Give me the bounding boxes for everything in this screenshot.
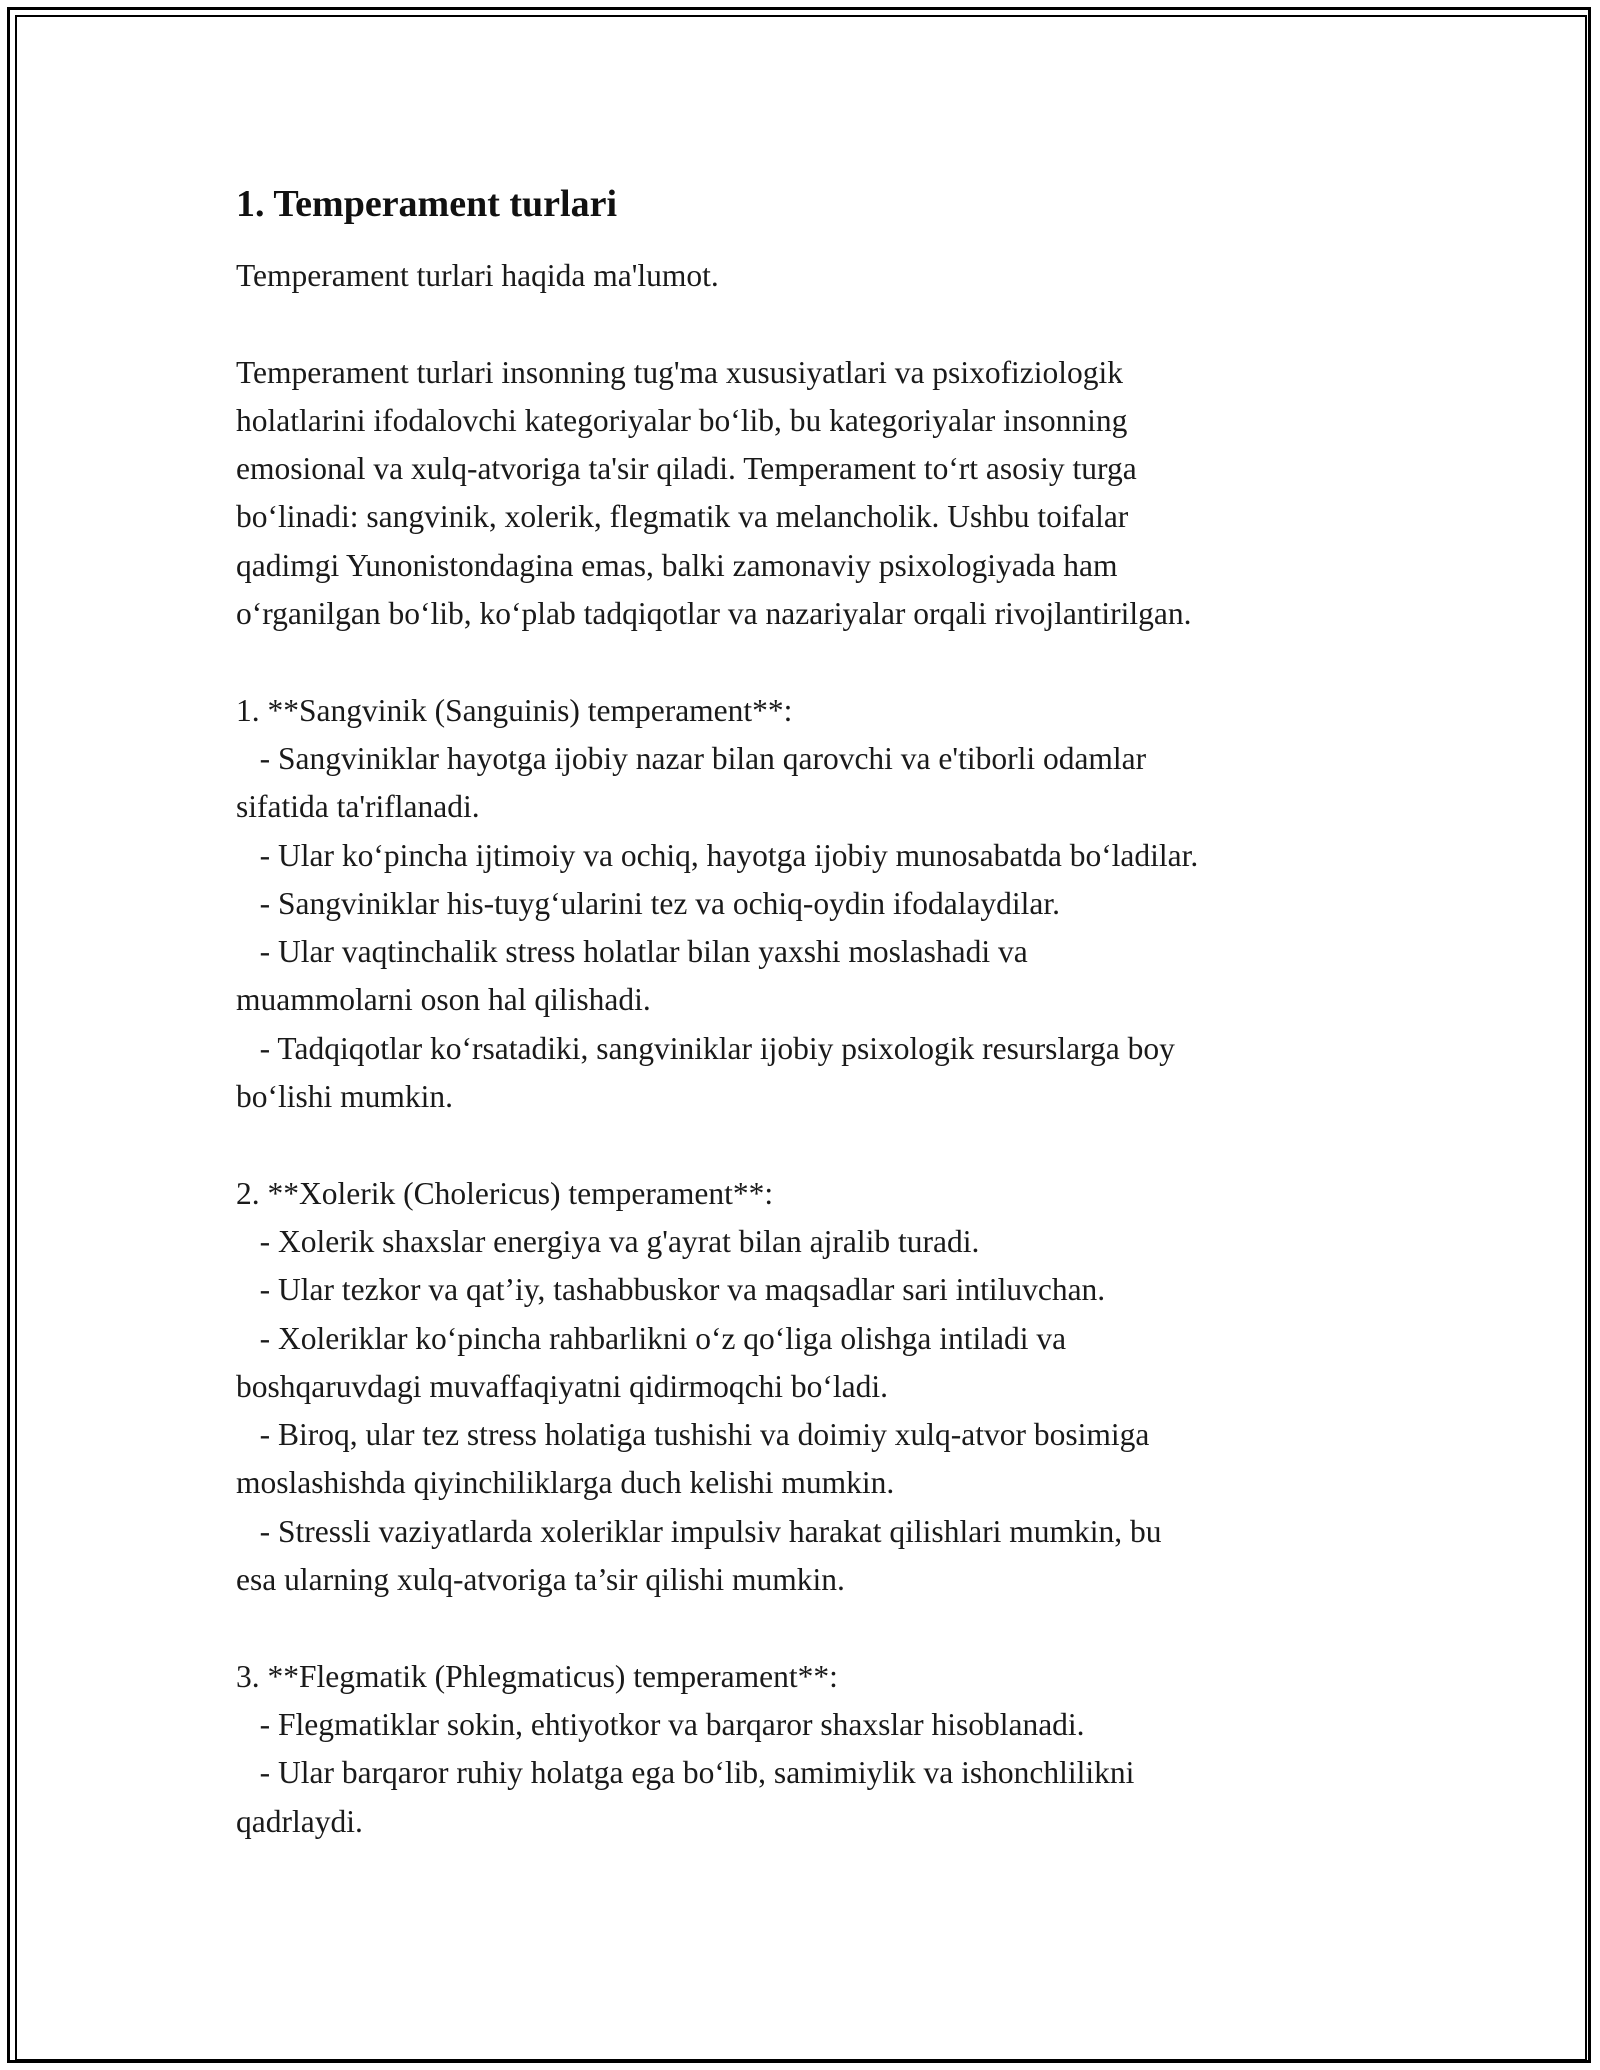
intro-paragraph: Temperament turlari insonning tug'ma xususiyatlari va psixofiziologik holatlarini ifodalovchi kategoriyalar bo‘lib, bu kategoriyalar insonning emosional va xulq-atvoriga ta'sir qiladi. Temperament to‘rt asosiy turga bo‘linadi: sangvinik, xolerik, flegmatik va melancholik. Ushbu toifalar qadimgi Yunonistondagina emas, balki zamonaviy psixologiyada ham o‘rganilgan bo‘lib, ko‘plab tadqiqotlar va nazariyalar orqali rivojlantirilgan.: [236, 354, 1192, 632]
section-sangvinik: [236, 687, 1376, 1122]
paragraph-gap: [236, 638, 1376, 686]
section-body: - Sangviniklar hayotga ijobiy nazar bilan qarovchi va e'tiborli odamlar sifatida ta'riflanadi. - Ular ko‘pincha ijtimoiy va ochiq, hayotga ijobiy munosabatda bo‘ladilar. - Sangviniklar his-tuyg‘ularini tez va ochiq-oydin ifodalaydilar. - Ular vaqtinchalik stress holatlar bilan yaxshi moslashadi va muammolarni oson hal qilishadi. - Tadqiqotlar ko‘rsatadiki, sangviniklar ijobiy psixologik resurslarga boy bo‘lishi mumkin.: [236, 740, 1199, 1115]
paragraph-gap: [236, 300, 1376, 348]
section-xolerik: [236, 1170, 1376, 1605]
paragraph-gap: [236, 1121, 1376, 1169]
paragraph-gap: [236, 1604, 1376, 1652]
document-body: [236, 180, 1376, 1846]
section-body: - Flegmatiklar sokin, ehtiyotkor va barqaror shaxslar hisoblanadi. - Ular barqaror ruhiy holatga ega bo‘lib, samimiylik va ishonchlilikni qadrlaydi.: [236, 1706, 1135, 1839]
section-heading: 2. **Xolerik (Cholericus) temperament**:: [236, 1175, 774, 1211]
section-heading: 1. **Sangvinik (Sanguinis) temperament**:: [236, 692, 793, 728]
section-flegmatik: [236, 1653, 1376, 1846]
document-subtitle: Temperament turlari haqida ma'lumot.: [236, 258, 719, 293]
section-body: - Xolerik shaxslar energiya va g'ayrat bilan ajralib turadi. - Ular tezkor va qat’iy, tashabbuskor va maqsadlar sari intiluvchan. - Xoleriklar ko‘pincha rahbarlikni o‘z qo‘liga olishga intiladi va boshqaruvdagi muvaffaqiyatni qidirmoqchi bo‘ladi. - Biroq, ular tez stress holatiga tushishi va doimiy xulq-atvor bosimiga moslashishda qiyinchiliklarga duch kelishi mumkin. - Stressli vaziyatlarda xoleriklar impulsiv harakat qilishlari mumkin, bu esa ularning xulq-atvoriga ta’sir qilishi mumkin.: [236, 1223, 1162, 1598]
document-title: 1. Temperament turlari: [236, 183, 618, 225]
section-heading: 3. **Flegmatik (Phlegmaticus) temperament**:: [236, 1658, 838, 1694]
